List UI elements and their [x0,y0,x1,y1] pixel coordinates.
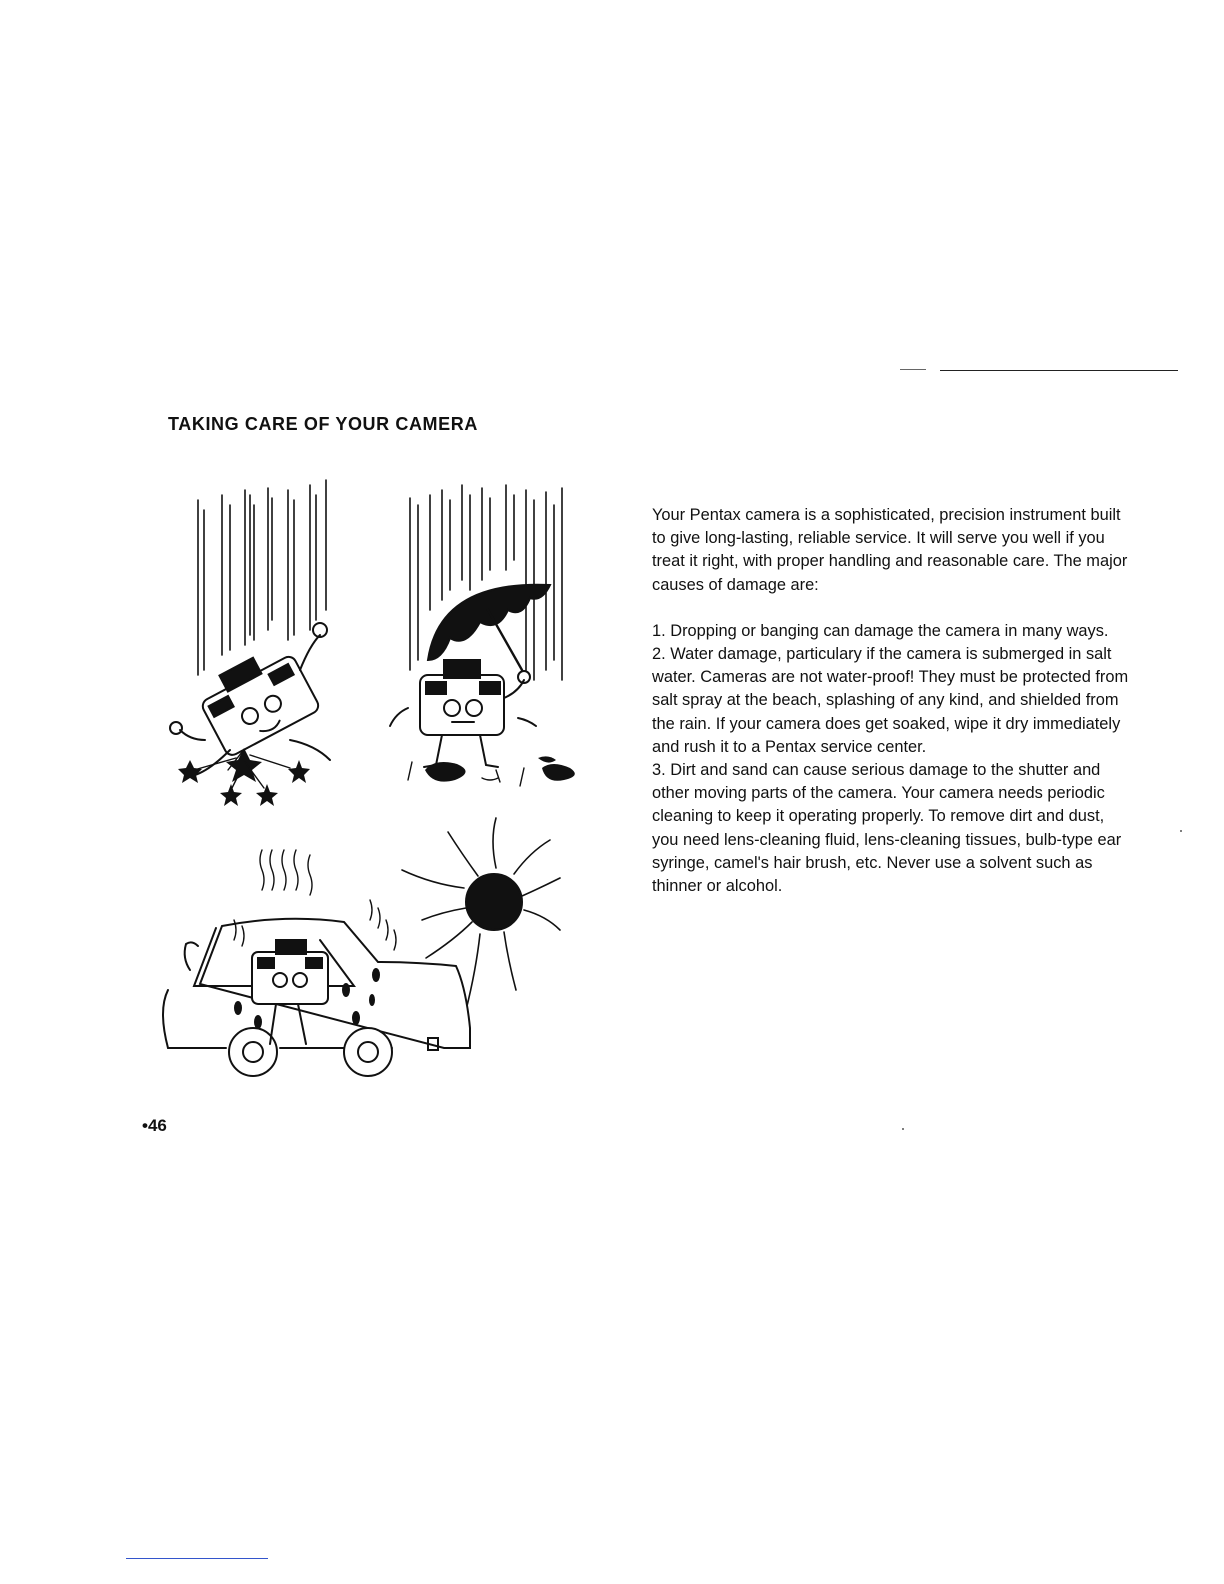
hot-car-scene [163,818,560,1076]
page-bullet: • [142,1116,148,1135]
falling-camera-body [193,641,321,758]
list-item [652,620,1132,643]
body-text [652,504,1132,898]
list-item [652,759,1132,898]
header-rule [940,370,1178,371]
sun-icon [466,874,522,930]
list-item-text: Dirt and sand can cause serious damage to the shutter and other moving parts of the camera. Your camera needs periodic cleaning to keep it operating properly. To remove dirt and dust, you need lens-cleaning fluid, lens-cleaning tissues, bulb-type ear syringe, camel's hair brush, etc. Never use a solvent such as thinner or alcohol. [652,761,1122,896]
list-item-text: Water damage, particulary if the camera is submerged in salt water. Cameras are not water-proof! They must be protected from salt spray at the beach, splashing of any kind, and shielded from the rain. If your camera does get soaked, wipe it dry immediately and rush it to a Pentax service center. [652,645,1129,756]
list-item-number: 2. [652,645,666,664]
scan-speck [902,1128,904,1130]
rain-umbrella-scene [390,485,575,786]
puddles [425,756,575,781]
page-number [142,1116,167,1136]
falling-camera-scene [170,480,330,806]
page-title: TAKING CARE OF YOUR CAMERA [168,414,478,434]
header-rule-dash [900,369,926,370]
scan-speck [1180,830,1182,832]
page-number-value: 46 [147,1116,167,1135]
list-item-number: 3. [652,761,666,780]
list-item [652,643,1132,759]
bottom-rule [126,1558,268,1559]
list-item-number: 1. [652,621,666,640]
intro-paragraph: Your Pentax camera is a sophisticated, precision instrument built to give long-lasting, reliable service. It will serve you well if you treat it right, with proper handling and reasonable care. The major causes of damage are: [652,506,1128,594]
falling-lines [198,480,326,675]
list-item-text: Dropping or banging can damage the camera in many ways. [670,621,1109,640]
umbrella-canopy [428,585,550,660]
camera-care-illustration [150,470,590,1100]
impact-stars [178,748,310,806]
